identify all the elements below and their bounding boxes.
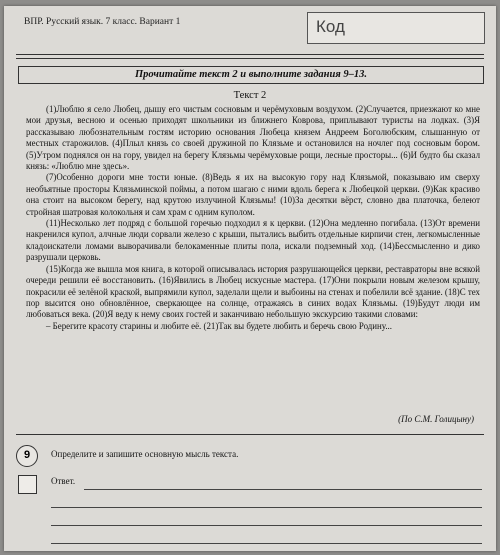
answer-line[interactable] <box>84 489 482 490</box>
text-author: (По С.М. Голицыну) <box>398 414 474 424</box>
paragraph: (15)Когда же вышла моя книга, в которой описывалась история разрушающейся церкви, реставраторы вне всякой очереди решили её восстановить. (16)Явились в Любец искусные мастера. (17)Они покрыли новым железом крышу, покрасили её зелёной краской, выпрямили купол, заделали щели и выбоины на стенах и побелили всё здание. (18)С тех пор высится оно обновлённое, сверкающее на солнце, отражаясь в синих водах Клязьмы. (19)Будут люди им любоваться века. (20)Я веду к нему своих гостей и заканчиваю небольшую экскурсию такими словами: <box>26 263 480 320</box>
code-label: Код <box>316 17 345 36</box>
instruction-banner: Прочитайте текст 2 и выполните задания 9–13. <box>18 66 484 84</box>
task-number-badge: 9 <box>16 445 38 467</box>
reading-text <box>26 104 480 332</box>
answer-label: Ответ. <box>51 476 76 486</box>
code-field[interactable] <box>307 12 485 44</box>
score-box[interactable] <box>18 475 37 494</box>
paragraph: (11)Несколько лет подряд с большой горечью подходил я к церкви. (12)Она медленно погибала. (13)От времени накренился купол, алчные люди сорвали железо с крыши, пытались выбить отдельные кирпичи стен, легкомысленные кладоискатели ломами выворачивали белокаменные плиты пола, искали подземный ход. (14)Бессмысленно и дико разрушали церковь. <box>26 218 480 263</box>
top-divider <box>16 54 484 55</box>
task-prompt: Определите и запишите основную мысль текста. <box>51 449 239 459</box>
answer-line[interactable] <box>51 543 482 544</box>
paragraph: (7)Особенно дороги мне тости юные. (8)Ведь я их на высокую гору над Клязьмой, показываю им сверху необъятные просторы Клязьминской поймы, а потом шагаю с ними вдоль берега к Любецкой церкви. (9)Как красиво она стоит на высоком берегу, над крутою излучиной Клязьмы! (10)За десятки вёрст, словно два платочка, белеют стройная шатровая колокольня и сам храм с одним куполом. <box>26 172 480 217</box>
exam-sheet <box>4 6 496 551</box>
task-divider <box>16 434 484 435</box>
text-title: Текст 2 <box>233 90 267 101</box>
exam-header: ВПР. Русский язык. 7 класс. Вариант 1 <box>24 17 181 27</box>
paragraph: – Берегите красоту старины и любите её. (21)Так вы будете любить и беречь свою Родину... <box>46 320 392 331</box>
top-divider-secondary <box>16 58 484 59</box>
answer-line[interactable] <box>51 525 482 526</box>
paragraph: (1)Люблю я село Любец, дышу его чистым сосновым и черёмуховым воздухом. (2)Случается, приезжают ко мне мои друзья, весною и осенью приходят школьники из ближнего Коврова, приплывают туристы на лодках. (3)Я рассказываю любознательным гостям историю основания Любеца князем Андреем Боголюбским, слышанную от местных старожилов. (4)Плыл князь со своей дружиной по Клязьме и остановился на ночлег под сосновым бором. (5)Утром поднялся он на гору, увидел на берегу Клязьмы черёмуховые рощи, лесные просторы... (6)И будто бы сказал князь: «Люблю мне здесь». <box>26 104 480 172</box>
answer-line[interactable] <box>51 507 482 508</box>
